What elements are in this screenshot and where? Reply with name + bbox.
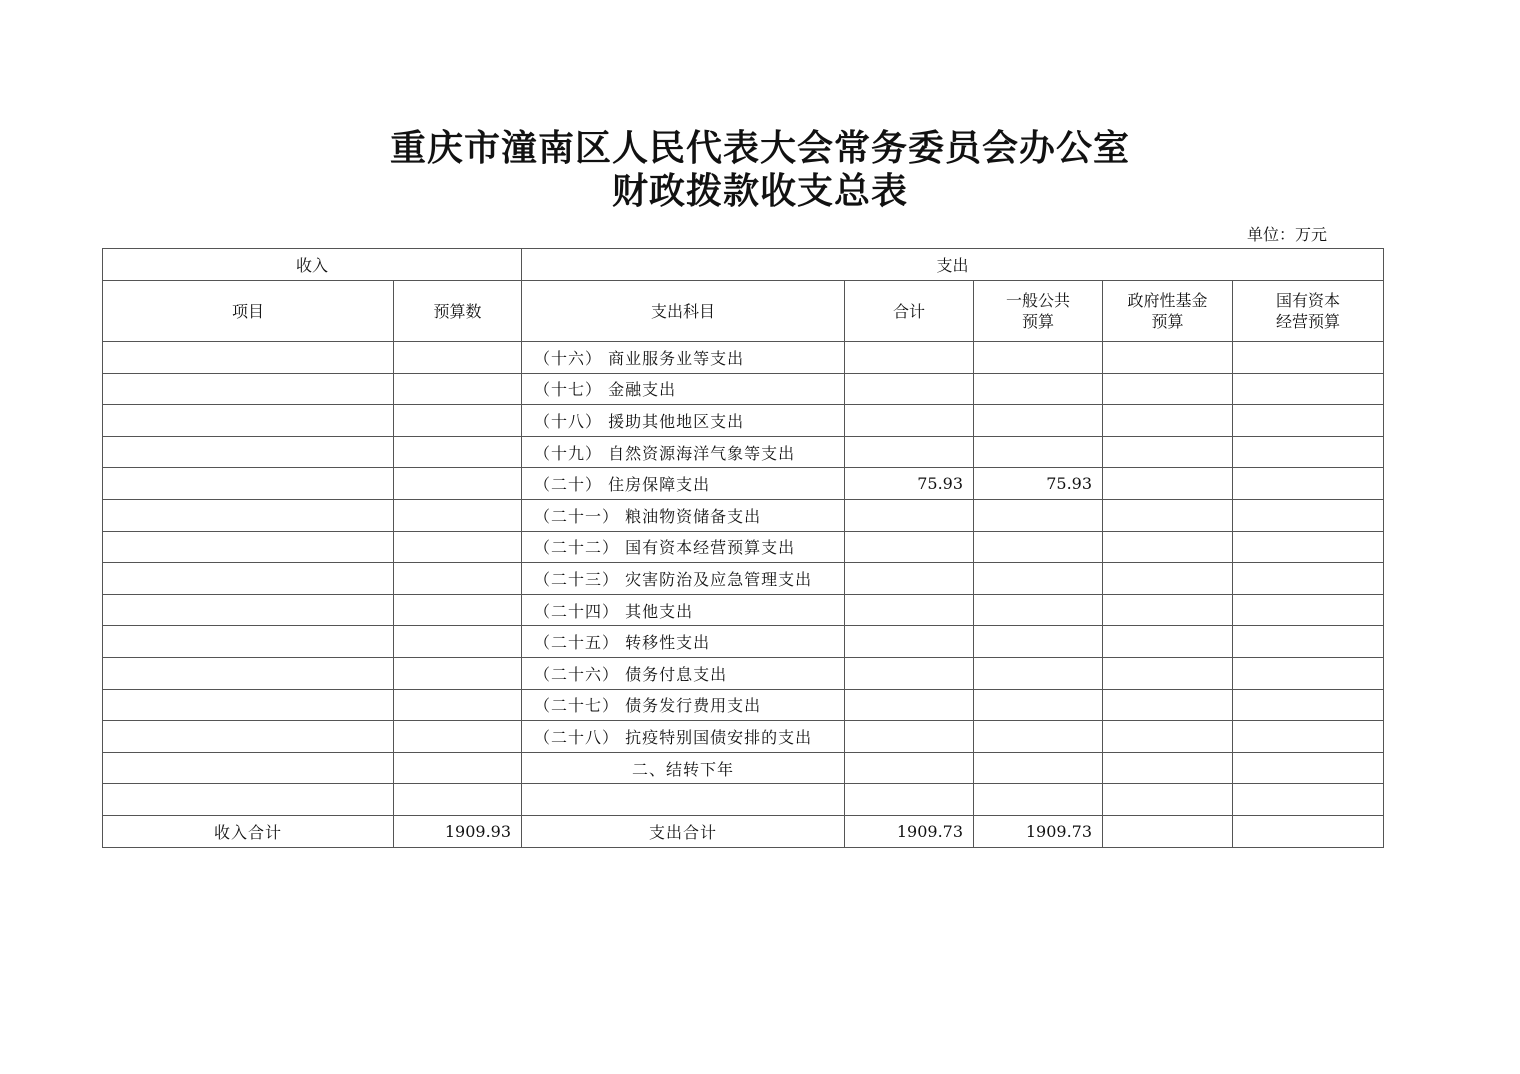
cell-subject: （二十一） 粮油物资储备支出 bbox=[522, 499, 845, 531]
cell-subject: （十七） 金融支出 bbox=[522, 373, 845, 405]
header-row-top bbox=[103, 249, 1384, 281]
cell-budget bbox=[394, 468, 522, 500]
table-row bbox=[103, 405, 1384, 437]
cell-subject bbox=[522, 784, 845, 816]
cell-subject: （二十六） 债务付息支出 bbox=[522, 657, 845, 689]
expenditure-general-total: 1909.73 bbox=[974, 815, 1103, 847]
cell-item bbox=[103, 594, 394, 626]
unit-label: 单位：万元 bbox=[1246, 225, 1327, 244]
cell-subject: （二十四） 其他支出 bbox=[522, 594, 845, 626]
table-row bbox=[103, 436, 1384, 468]
cell-capital bbox=[1233, 531, 1384, 563]
cell-fund bbox=[1103, 563, 1233, 595]
cell-item bbox=[103, 531, 394, 563]
cell-budget bbox=[394, 594, 522, 626]
header-state-capital-budget bbox=[1233, 281, 1384, 342]
cell-general bbox=[974, 784, 1103, 816]
cell-fund bbox=[1103, 784, 1233, 816]
cell-general bbox=[974, 626, 1103, 658]
cell-capital bbox=[1233, 468, 1384, 500]
cell-item bbox=[103, 405, 394, 437]
table-row bbox=[103, 721, 1384, 753]
cell-item bbox=[103, 342, 394, 374]
cell-general: 75.93 bbox=[974, 468, 1103, 500]
cell-capital bbox=[1233, 342, 1384, 374]
cell-fund bbox=[1103, 468, 1233, 500]
cell-fund bbox=[1103, 342, 1233, 374]
table-row bbox=[103, 626, 1384, 658]
header-general-public-line2: 预算 bbox=[1022, 312, 1055, 331]
cell-fund bbox=[1103, 499, 1233, 531]
header-gov-fund-budget bbox=[1103, 281, 1233, 342]
cell-capital bbox=[1233, 563, 1384, 595]
header-expenditure: 支出 bbox=[522, 249, 1384, 281]
cell-total bbox=[845, 689, 974, 721]
header-item: 项目 bbox=[103, 281, 394, 342]
cell-item bbox=[103, 721, 394, 753]
cell-general bbox=[974, 342, 1103, 374]
cell-capital bbox=[1233, 752, 1384, 784]
header-general-public-budget bbox=[974, 281, 1103, 342]
table-body bbox=[103, 342, 1384, 848]
cell-general bbox=[974, 752, 1103, 784]
cell-capital bbox=[1233, 373, 1384, 405]
cell-budget bbox=[394, 436, 522, 468]
expenditure-capital-total bbox=[1233, 815, 1384, 847]
cell-general bbox=[974, 657, 1103, 689]
cell-fund bbox=[1103, 626, 1233, 658]
cell-carryover-subject: 二、结转下年 bbox=[522, 752, 845, 784]
header-gov-fund-line1: 政府性基金 bbox=[1127, 291, 1208, 310]
cell-budget bbox=[394, 657, 522, 689]
cell-capital bbox=[1233, 689, 1384, 721]
table-row bbox=[103, 342, 1384, 374]
header-row-sub bbox=[103, 281, 1384, 342]
cell-total bbox=[845, 657, 974, 689]
cell-budget bbox=[394, 721, 522, 753]
cell-subject: （二十） 住房保障支出 bbox=[522, 468, 845, 500]
cell-budget bbox=[394, 689, 522, 721]
header-budget: 预算数 bbox=[394, 281, 522, 342]
cell-general bbox=[974, 689, 1103, 721]
table-row bbox=[103, 468, 1384, 500]
expenditure-total-value: 1909.73 bbox=[845, 815, 974, 847]
header-general-public-line1: 一般公共 bbox=[1006, 291, 1071, 310]
cell-capital bbox=[1233, 594, 1384, 626]
cell-subject: （二十三） 灾害防治及应急管理支出 bbox=[522, 563, 845, 595]
cell-budget bbox=[394, 531, 522, 563]
cell-capital bbox=[1233, 626, 1384, 658]
table-row bbox=[103, 594, 1384, 626]
cell-subject: （二十八） 抗疫特别国债安排的支出 bbox=[522, 721, 845, 753]
cell-capital bbox=[1233, 436, 1384, 468]
cell-budget bbox=[394, 784, 522, 816]
table-row bbox=[103, 499, 1384, 531]
header-gov-fund-line2: 预算 bbox=[1151, 312, 1184, 331]
cell-total bbox=[845, 626, 974, 658]
cell-subject: （二十五） 转移性支出 bbox=[522, 626, 845, 658]
cell-general bbox=[974, 499, 1103, 531]
header-total: 合计 bbox=[845, 281, 974, 342]
cell-total bbox=[845, 405, 974, 437]
table-row bbox=[103, 689, 1384, 721]
cell-total bbox=[845, 784, 974, 816]
cell-general bbox=[974, 436, 1103, 468]
header-state-capital-line1: 国有资本 bbox=[1276, 291, 1341, 310]
cell-budget bbox=[394, 626, 522, 658]
cell-fund bbox=[1103, 405, 1233, 437]
cell-budget bbox=[394, 563, 522, 595]
document-subtitle: 财政拨款收支总表 bbox=[611, 170, 908, 212]
cell-item bbox=[103, 626, 394, 658]
cell-budget bbox=[394, 752, 522, 784]
fiscal-appropriation-table bbox=[102, 248, 1384, 848]
cell-total bbox=[845, 721, 974, 753]
cell-budget bbox=[394, 373, 522, 405]
cell-total bbox=[845, 499, 974, 531]
expenditure-fund-total bbox=[1103, 815, 1233, 847]
income-total-value: 1909.93 bbox=[394, 815, 522, 847]
cell-general bbox=[974, 373, 1103, 405]
expenditure-total-label: 支出合计 bbox=[522, 815, 845, 847]
cell-capital bbox=[1233, 784, 1384, 816]
cell-fund bbox=[1103, 594, 1233, 626]
cell-fund bbox=[1103, 721, 1233, 753]
cell-fund bbox=[1103, 752, 1233, 784]
cell-total bbox=[845, 563, 974, 595]
cell-item bbox=[103, 436, 394, 468]
header-income: 收入 bbox=[103, 249, 522, 281]
cell-general bbox=[974, 531, 1103, 563]
cell-subject: （二十七） 债务发行费用支出 bbox=[522, 689, 845, 721]
cell-fund bbox=[1103, 657, 1233, 689]
header-state-capital-line2: 经营预算 bbox=[1276, 312, 1341, 331]
cell-total bbox=[845, 752, 974, 784]
cell-general bbox=[974, 563, 1103, 595]
cell-capital bbox=[1233, 721, 1384, 753]
cell-general bbox=[974, 405, 1103, 437]
cell-capital bbox=[1233, 657, 1384, 689]
cell-item bbox=[103, 499, 394, 531]
cell-item bbox=[103, 657, 394, 689]
table-row bbox=[103, 531, 1384, 563]
table-row bbox=[103, 563, 1384, 595]
cell-fund bbox=[1103, 531, 1233, 563]
cell-total bbox=[845, 594, 974, 626]
cell-fund bbox=[1103, 689, 1233, 721]
cell-subject: （十六） 商业服务业等支出 bbox=[522, 342, 845, 374]
blank-row bbox=[103, 784, 1384, 816]
cell-item bbox=[103, 468, 394, 500]
table-row bbox=[103, 373, 1384, 405]
cell-item bbox=[103, 689, 394, 721]
cell-subject: （十九） 自然资源海洋气象等支出 bbox=[522, 436, 845, 468]
cell-capital bbox=[1233, 405, 1384, 437]
income-total-label: 收入合计 bbox=[103, 815, 394, 847]
cell-subject: （二十二） 国有资本经营预算支出 bbox=[522, 531, 845, 563]
cell-subject: （十八） 援助其他地区支出 bbox=[522, 405, 845, 437]
cell-total bbox=[845, 531, 974, 563]
cell-item bbox=[103, 752, 394, 784]
document-title: 重庆市潼南区人民代表大会常务委员会办公室 bbox=[389, 127, 1130, 169]
cell-total: 75.93 bbox=[845, 468, 974, 500]
cell-budget bbox=[394, 342, 522, 374]
cell-general bbox=[974, 594, 1103, 626]
totals-row bbox=[103, 815, 1384, 847]
cell-budget bbox=[394, 405, 522, 437]
cell-item bbox=[103, 373, 394, 405]
cell-total bbox=[845, 342, 974, 374]
cell-fund bbox=[1103, 436, 1233, 468]
cell-budget bbox=[394, 499, 522, 531]
cell-general bbox=[974, 721, 1103, 753]
table-row bbox=[103, 657, 1384, 689]
cell-total bbox=[845, 436, 974, 468]
header-exp-subject: 支出科目 bbox=[522, 281, 845, 342]
cell-item bbox=[103, 784, 394, 816]
cell-item bbox=[103, 563, 394, 595]
cell-fund bbox=[1103, 373, 1233, 405]
carryover-row bbox=[103, 752, 1384, 784]
cell-capital bbox=[1233, 499, 1384, 531]
cell-total bbox=[845, 373, 974, 405]
